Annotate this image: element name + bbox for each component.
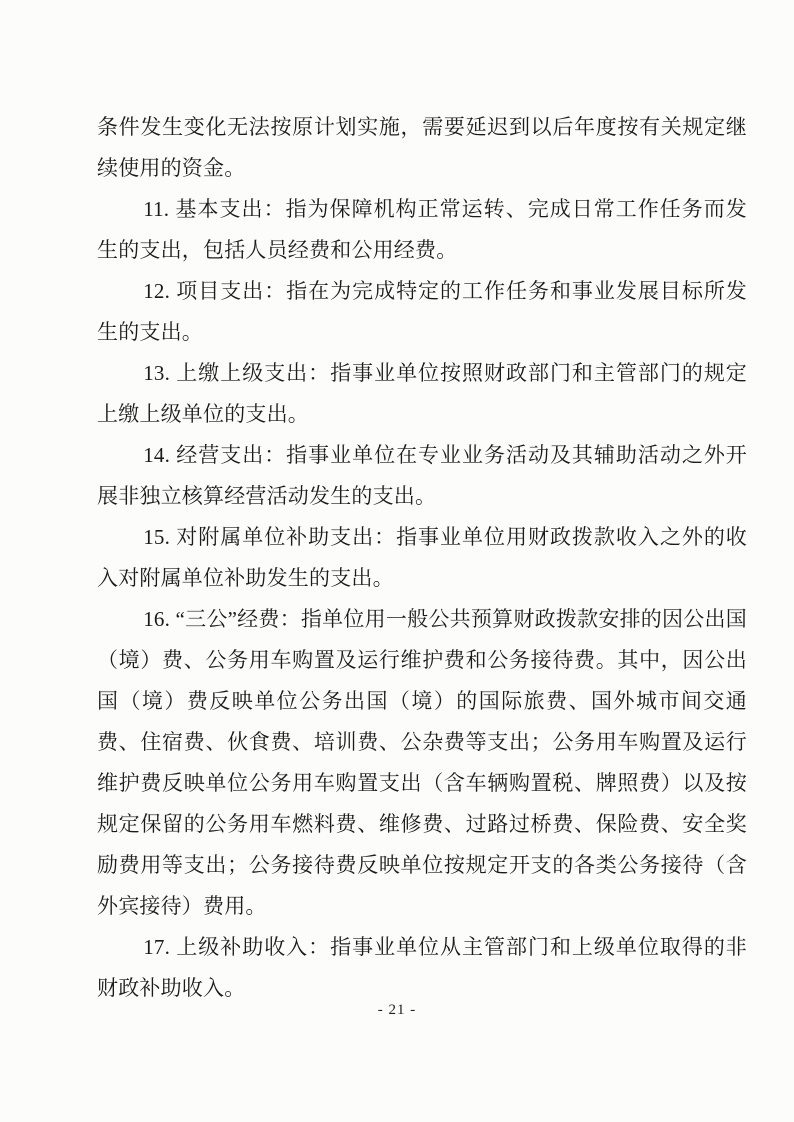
paragraph-item-15: 15. 对附属单位补助支出：指事业单位用财政拨款收入之外的收入对附属单位补助发生的支出。 (97, 525, 747, 590)
paragraph-item-11: 11. 基本支出：指为保障机构正常运转、完成日常工作任务而发生的支出，包括人员经费和公用经费。 (97, 197, 747, 262)
paragraph-item-14: 14. 经营支出：指事业单位在专业业务活动及其辅助活动之外开展非独立核算经营活动发生的支出。 (97, 443, 747, 508)
paragraph-item-16: 16. “三公”经费：指单位用一般公共预算财政拨款安排的因公出国（境）费、公务用车购置及运行维护费和公务接待费。其中，因公出国（境）费反映单位公务出国（境）的国际旅费、国外城市间交通费、住宿费、伙食费、培训费、公杂费等支出；公务用车购置及运行维护费反映单位公务用车购置支出（含车辆购置税、牌照费）以及按规定保留的公务用车燃料费、维修费、过路过桥费、保险费、安全奖励费用等支出；公务接待费反映单位按规定开支的各类公务接待（含外宾接待）费用。 (97, 607, 747, 918)
page-number: - 21 - (377, 1002, 417, 1018)
paragraph-item-17: 17. 上级补助收入：指事业单位从主管部门和上级单位取得的非财政补助收入。 (97, 935, 747, 1000)
paragraph-continuation: 条件发生变化无法按原计划实施，需要延迟到以后年度按有关规定继续使用的资金。 (97, 115, 747, 180)
paragraph-item-12: 12. 项目支出：指在为完成特定的工作任务和事业发展目标所发生的支出。 (97, 279, 747, 344)
document-body (97, 107, 747, 1009)
paragraph-item-13: 13. 上缴上级支出：指事业单位按照财政部门和主管部门的规定上缴上级单位的支出。 (97, 361, 747, 426)
